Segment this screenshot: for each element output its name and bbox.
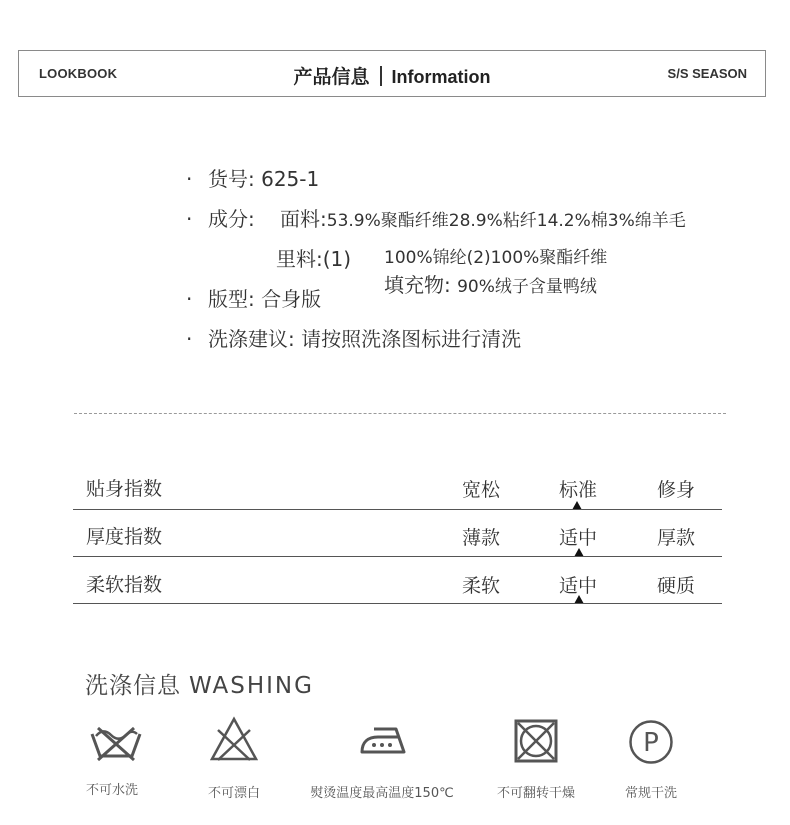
info-item-no	[186, 163, 319, 192]
index-option-selected: 适中	[558, 575, 597, 597]
washing-label: 熨烫温度最高温度150℃	[310, 786, 454, 801]
index-option: 厚款	[656, 527, 695, 549]
filling-value: 90%绒子含量鸭绒	[457, 277, 597, 297]
care-value: 请按照洗涤图标进行清洗	[301, 327, 522, 351]
washing-label: 不可漂白	[207, 786, 260, 801]
title-en: Information	[391, 67, 491, 87]
index-label-fit: 贴身指数	[86, 478, 163, 500]
bullet: ·	[186, 327, 193, 351]
washing-title	[85, 667, 314, 700]
care-label: 洗涤建议:	[208, 327, 295, 351]
info-care	[186, 323, 521, 352]
svg-text:P: P	[643, 728, 659, 758]
info-filling	[384, 269, 597, 298]
info-fit	[186, 283, 321, 312]
bullet: ·	[186, 207, 193, 231]
item-no-value: 625-1	[261, 167, 320, 191]
washing-label: 不可翻转干燥	[496, 786, 575, 801]
washing-label: 不可水洗	[85, 783, 138, 798]
fit-label: 版型:	[208, 287, 255, 311]
header-bar	[18, 50, 766, 97]
index-label-thickness: 厚度指数	[86, 526, 163, 548]
info-lining	[276, 243, 351, 272]
filling-label: 填充物:	[384, 273, 451, 297]
fabric-value: 53.9%聚酯纤维28.9%粘纤14.2%棉3%绵羊毛	[326, 211, 686, 231]
title-separator	[380, 66, 382, 86]
no-bleach-icon	[210, 716, 258, 762]
index-option: 修身	[656, 479, 695, 501]
info-fabric	[280, 203, 686, 232]
index-option-selected: 标准	[558, 479, 597, 501]
dry-clean-p-icon	[628, 719, 674, 765]
row-divider	[73, 556, 722, 557]
page-title	[19, 62, 765, 89]
washing-label: 常规干洗	[624, 786, 677, 801]
dashed-divider	[74, 413, 726, 414]
fit-value: 合身版	[261, 287, 322, 311]
lookbook-label: LOOKBOOK	[39, 66, 118, 81]
no-tumble-dry-icon	[514, 719, 558, 763]
iron-icon	[360, 726, 406, 756]
bullet: ·	[186, 287, 193, 311]
bullet: ·	[186, 167, 193, 191]
lining-value: 100%锦纶(2)100%聚酯纤维	[384, 248, 608, 268]
composition-label: 成分:	[208, 207, 255, 231]
info-lining-value	[384, 243, 607, 268]
index-option-selected: 适中	[558, 527, 597, 549]
washing-title-cn: 洗涤信息	[85, 673, 181, 699]
row-divider	[73, 509, 722, 510]
row-divider	[73, 603, 722, 604]
fabric-label: 面料:	[280, 207, 327, 231]
index-option: 宽松	[461, 479, 500, 501]
title-cn: 产品信息	[293, 66, 370, 88]
washing-title-en: WASHING	[189, 673, 314, 699]
no-wash-icon	[90, 722, 142, 764]
season-label: S/S SEASON	[667, 66, 747, 81]
index-option: 硬质	[656, 575, 695, 597]
index-label-softness: 柔软指数	[86, 574, 163, 596]
index-option: 柔软	[461, 575, 500, 597]
item-no-label: 货号:	[208, 167, 255, 191]
index-option: 薄款	[461, 527, 500, 549]
lining-label: 里料:(1)	[276, 247, 352, 271]
info-composition	[186, 203, 255, 232]
